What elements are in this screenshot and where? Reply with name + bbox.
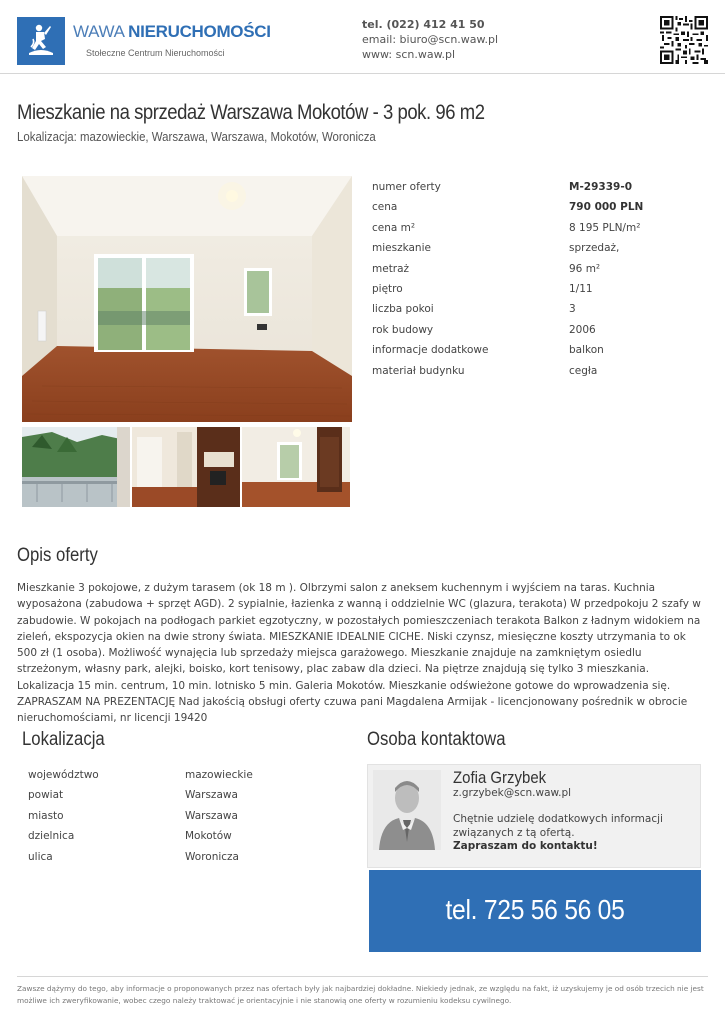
- listing-location: Lokalizacja: mazowieckie, Warszawa, Warszawa, Mokotów, Woronicza: [17, 129, 376, 144]
- brand-name: WAWA NIERUCHOMOŚCI: [73, 22, 271, 41]
- agent-cta: Zapraszam do kontaktu!: [453, 840, 598, 852]
- detail-key: liczba pokoi: [372, 303, 434, 316]
- description-heading: Opis oferty: [17, 545, 98, 566]
- qr-code-icon: [660, 16, 708, 64]
- thumbnail-living-room[interactable]: [242, 427, 350, 507]
- detail-row: [372, 197, 712, 217]
- agent-message-text: Chętnie udzielę dodatkowych informacji związanych z tą ofertą.: [453, 813, 663, 839]
- brand-subtitle: Stołeczne Centrum Nieruchomości: [86, 48, 225, 58]
- detail-key: mieszkanie: [372, 242, 431, 255]
- detail-key: materiał budynku: [372, 364, 465, 377]
- detail-value: cegła: [569, 364, 598, 377]
- detail-key: rok budowy: [372, 323, 434, 336]
- location-row: [28, 806, 328, 826]
- location-table: [28, 765, 328, 867]
- page-header: [0, 0, 725, 74]
- detail-row: [372, 177, 712, 197]
- main-photo[interactable]: [22, 176, 352, 422]
- location-row: [28, 826, 328, 846]
- detail-value: 3: [569, 303, 576, 316]
- location-value: Warszawa: [185, 809, 238, 822]
- footer-disclaimer: Zawsze dążymy do tego, aby informacje o proponowanych przez nas ofertach były jak najbardziej dokładne. Niekiedy jednak, ze względu na fakt, iż uzyskujemy je od osób trzecich nie jest możliwe ich zweryfikowanie, wobec czego należy traktować je orientacyjnie i nie stanowią one oferty w rozumieniu kodeksu cywilnego.: [17, 984, 704, 1005]
- detail-value: 2006: [569, 323, 596, 336]
- contact-heading: Osoba kontaktowa: [367, 729, 506, 750]
- location-value: Mokotów: [185, 830, 232, 843]
- location-value: Warszawa: [185, 789, 238, 802]
- agent-name: Zofia Grzybek: [453, 768, 547, 787]
- detail-key: piętro: [372, 282, 403, 295]
- detail-row: [372, 320, 712, 340]
- detail-row: [372, 340, 712, 360]
- detail-row: [372, 361, 712, 381]
- detail-key: informacje dodatkowe: [372, 344, 489, 357]
- location-row: [28, 765, 328, 785]
- agent-card: [367, 764, 701, 868]
- agency-website[interactable]: www: scn.waw.pl: [362, 48, 456, 61]
- detail-key: cena: [372, 201, 398, 214]
- location-key: dzielnica: [28, 830, 75, 843]
- detail-value: 790 000 PLN: [569, 201, 644, 214]
- detail-value: 1/11: [569, 282, 593, 295]
- detail-key: cena m²: [372, 221, 416, 234]
- detail-row: [372, 299, 712, 319]
- location-value: Woronicza: [185, 850, 239, 863]
- agent-avatar: [373, 770, 441, 850]
- detail-row: [372, 218, 712, 238]
- location-key: miasto: [28, 809, 64, 822]
- agent-email[interactable]: z.grzybek@scn.waw.pl: [453, 787, 572, 799]
- detail-row: [372, 259, 712, 279]
- detail-value: 96 m²: [569, 262, 601, 275]
- agency-contact: [362, 17, 498, 62]
- detail-value: balkon: [569, 344, 604, 357]
- agent-message: [453, 813, 693, 854]
- location-row: [28, 785, 328, 805]
- footer-divider: [17, 976, 708, 977]
- thumbnail-kitchen[interactable]: [132, 427, 240, 507]
- detail-row: [372, 279, 712, 299]
- location-value: mazowieckie: [185, 769, 253, 781]
- detail-value: sprzedaż,: [569, 242, 620, 255]
- detail-key: metraż: [372, 262, 410, 275]
- listing-title: Mieszkanie na sprzedaż Warszawa Mokotów - 3 pok. 96 m2: [17, 101, 485, 124]
- agent-phone[interactable]: tel. 725 56 56 05: [445, 894, 625, 925]
- detail-row: [372, 238, 712, 258]
- description-text: Mieszkanie 3 pokojowe, z dużym tarasem (ok 18 m ). Olbrzymi salon z aneksem kuchennym i wyjściem na taras. Kuchnia wyposażona (zabudowa + sprzęt AGD). 2 sypialnie, łazienka z wanną i oddzielnie WC (glazura, terakota) W przedpokoju 2 szafy w zabudowie. W pokojach na podłogach parkiet egzotyczny, w pozostałych pomieszczeniach terakota Balkon z ładnym widokiem na zieleń, ekspozycja okien na dwie strony świata. MIESZKANIE IDEALNIE CICHE. Niski czynsz, miesięczne koszty utrzymania to ok 500 zł (1 osoba). Możliwość wynajęcia lub sprzedaży miejsca garażowego. Mieszkanie znajduje na zamkniętym osiedlu strzeżonym, własny park, alejki, boisko, kort tenisowy, plac zabaw dla dzieci. Na piętrze znajdują się tylko 3 mieszkania. Lokalizacja 15 min. centrum, 10 min. lotnisko 5 min. Galeria Mokotów. Mieszkanie odświeżone gotowe do wprowadzenia się. ZAPRASZAM NA PREZENTACJĘ Nad jakością obsługi oferty czuwa pani Magdalena Armijak - licencjonowany pośrednik w obrocie nieruchomościami, nr licencji 19420: [17, 582, 701, 725]
- location-key: województwo: [28, 769, 99, 781]
- offer-details-table: [372, 177, 712, 381]
- location-key: ulica: [28, 850, 53, 863]
- location-row: [28, 847, 328, 867]
- location-heading: Lokalizacja: [22, 729, 105, 750]
- thumbnail-balcony[interactable]: [22, 427, 130, 507]
- detail-value: 8 195 PLN/m²: [569, 221, 641, 234]
- agency-email[interactable]: email: biuro@scn.waw.pl: [362, 33, 499, 46]
- detail-value: M-29339-0: [569, 181, 632, 193]
- location-key: powiat: [28, 789, 64, 802]
- agent-phone-banner[interactable]: [369, 870, 701, 952]
- brand-logo-icon[interactable]: [17, 17, 65, 65]
- agency-phone[interactable]: tel. (022) 412 41 50: [362, 18, 485, 31]
- detail-key: numer oferty: [372, 181, 441, 193]
